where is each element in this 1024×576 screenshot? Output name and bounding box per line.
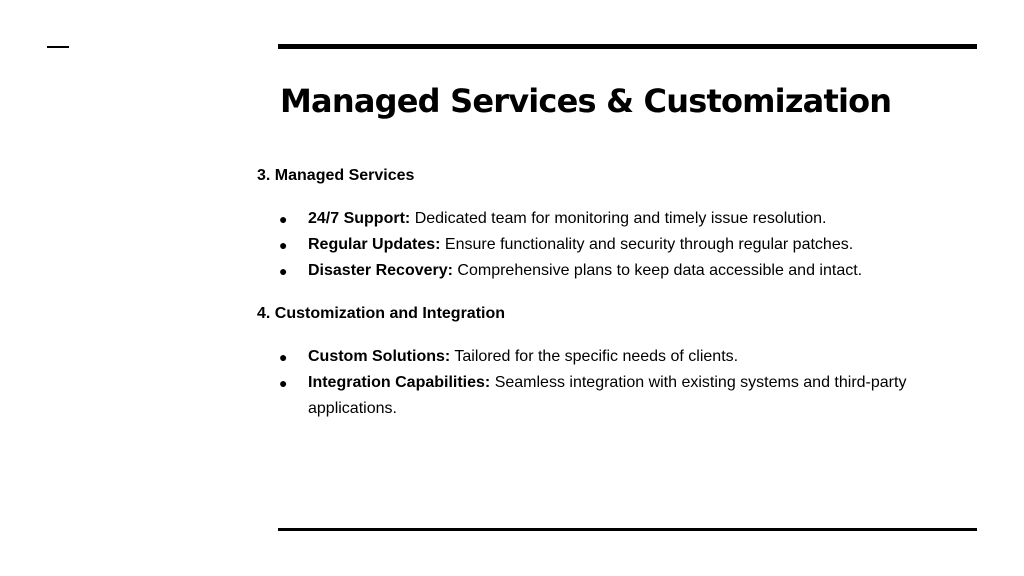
- bullet-term: Regular Updates:: [308, 236, 441, 253]
- bullet-icon: ●: [279, 375, 288, 391]
- bullet-icon: ●: [279, 211, 288, 227]
- bullet-icon: ●: [279, 349, 288, 365]
- list-item: [257, 232, 972, 258]
- customization-list: [257, 344, 972, 422]
- list-item: [257, 206, 972, 232]
- managed-services-list: [257, 206, 972, 284]
- bullet-text: Ensure functionality and security through regular patches.: [444, 236, 854, 253]
- slide-body: [257, 164, 972, 422]
- bottom-divider: [278, 528, 977, 531]
- bullet-icon: ●: [279, 237, 288, 253]
- bullet-text: Dedicated team for monitoring and timely issue resolution.: [414, 210, 827, 227]
- section-heading-managed-services: 3. Managed Services: [257, 167, 415, 184]
- top-divider: [278, 44, 977, 49]
- bullet-term: 24/7 Support:: [308, 210, 411, 227]
- list-item: [257, 370, 972, 422]
- slide-title: Managed Services & Customization: [280, 82, 892, 120]
- section-heading-customization: 4. Customization and Integration: [257, 305, 506, 322]
- bullet-term: Custom Solutions:: [308, 348, 451, 365]
- bullet-icon: ●: [279, 263, 288, 279]
- list-item: [257, 258, 972, 284]
- list-item: [257, 344, 972, 370]
- bullet-text: Comprehensive plans to keep data accessible and intact.: [457, 262, 863, 279]
- corner-dash-decoration: [47, 46, 69, 48]
- bullet-text: Seamless integration with existing systems and third-party applications.: [308, 374, 907, 417]
- bullet-term: Disaster Recovery:: [308, 262, 453, 279]
- bullet-term: Integration Capabilities:: [308, 374, 491, 391]
- bullet-text: Tailored for the specific needs of clients.: [454, 348, 739, 365]
